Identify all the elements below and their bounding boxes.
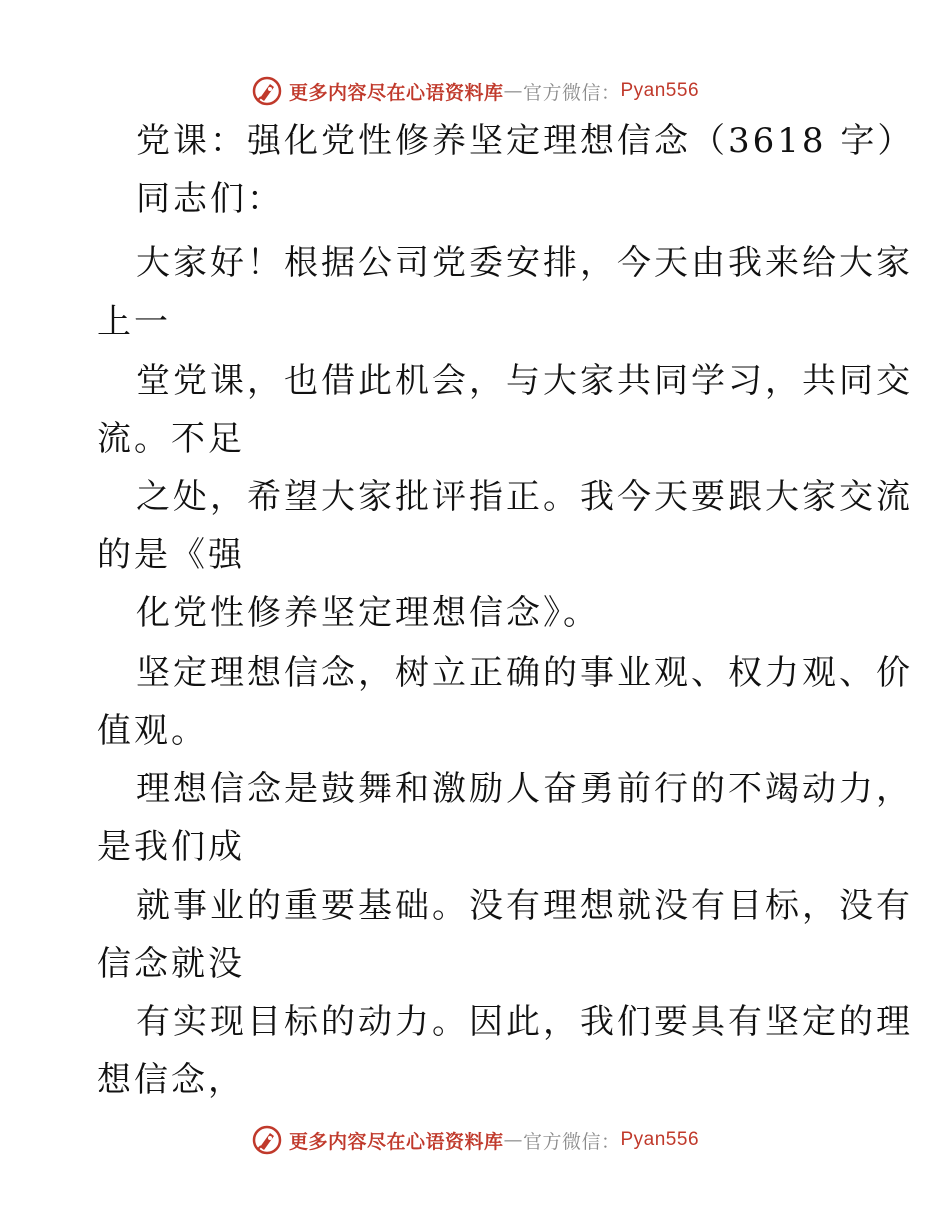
watermark-official-label: 官方微信：: [522, 81, 621, 104]
greeting: 同志们：: [136, 179, 284, 219]
paragraph-line: 堂党课，也借此机会，与大家共同学习，共同交: [136, 361, 913, 401]
pen-nib-logo-icon: [251, 1124, 283, 1156]
paragraph-line: 流。不足: [97, 419, 245, 459]
watermark-main-text: 更多内容尽在心语资料库: [288, 81, 504, 104]
watermark-separator: —: [503, 80, 523, 102]
watermark-wechat-id: Pyan556: [620, 1129, 700, 1150]
footer-watermark: [0, 1120, 950, 1160]
paragraph-line: 坚定理想信念，树立正确的事业观、权力观、价: [136, 653, 913, 693]
paragraph-line: 理想信念是鼓舞和激励人奋勇前行的不竭动力，: [136, 769, 913, 809]
paragraph-line: 想信念，: [97, 1060, 245, 1100]
paragraph-line: 之处，希望大家批评指正。我今天要跟大家交流: [136, 477, 913, 517]
watermark-main-text: 更多内容尽在心语资料库: [288, 1130, 504, 1153]
header-watermark: [0, 71, 950, 111]
paragraph-line: 值观。: [97, 711, 208, 751]
watermark-official-label: 官方微信：: [522, 1130, 621, 1153]
paragraph-line: 大家好！根据公司党委安排，今天由我来给大家: [136, 243, 913, 283]
paragraph-line: 有实现目标的动力。因此，我们要具有坚定的理: [136, 1002, 913, 1042]
paragraph-line: 信念就没: [97, 944, 245, 984]
paragraph-line: 化党性修养坚定理想信念》。: [136, 593, 600, 633]
paragraph-line: 的是《强: [97, 535, 245, 575]
pen-nib-logo-icon: [251, 75, 283, 107]
watermark-separator: —: [503, 1129, 523, 1151]
paragraph-line: 就事业的重要基础。没有理想就没有目标，没有: [136, 886, 913, 926]
paragraph-line: 是我们成: [97, 827, 245, 867]
paragraph-line: 上一: [97, 302, 171, 342]
document-title: 党课：强化党性修养坚定理想信念（3618 字）: [136, 121, 915, 161]
watermark-wechat-id: Pyan556: [620, 80, 700, 101]
